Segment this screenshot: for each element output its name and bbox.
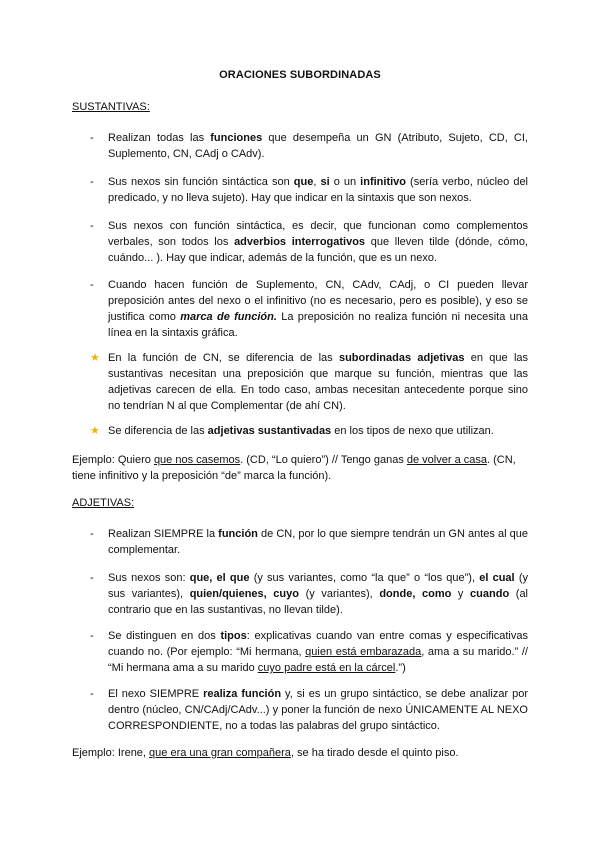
dash-bullet: - <box>90 132 94 144</box>
list-item: - Se distinguen en dos tipos: explicativas cuando van entre comas y especificativas cuando no. (Por ejemplo: “Mi hermana, quien está embarazada, ama a su marido.” // “Mi hermana ama a su marido cuyo padre está en la cárcel.”) <box>90 630 528 674</box>
star-icon: ★ <box>90 425 100 437</box>
dash-bullet: - <box>90 220 94 232</box>
page-title: ORACIONES SUBORDINADAS <box>219 69 381 81</box>
section-heading-sustantivas: SUSTANTIVAS: <box>72 101 150 113</box>
example-adjetivas: Ejemplo: Irene, que era una gran compañera, se ha tirado desde el quinto piso. <box>72 747 459 759</box>
list-item: - Sus nexos sin función sintáctica son que, si o un infinitivo (sería verbo, núcleo del predicado, y no lleva sujeto). Hay que indicar en la sintaxis que son nexos. <box>90 176 529 204</box>
dash-bullet: - <box>90 688 94 700</box>
list-item: - Cuando hacen función de Suplemento, CN, CAdv, CAdj, o CI pueden llevar preposición antes del nexo o el infinitivo (no es necesario, pero es posible), y eso se justifica como marca de función. La preposición no realiza función ni necesita una línea en la sintaxis gráfica. <box>90 279 528 339</box>
dash-bullet: - <box>90 572 94 584</box>
dash-bullet: - <box>90 630 94 642</box>
dash-bullet: - <box>90 279 94 291</box>
section-heading-adjetivas: ADJETIVAS: <box>72 497 135 509</box>
list-item: - Realizan todas las funciones que desempeña un GN (Atributo, Sujeto, CD, CI, Suplemento, CN, CAdj o CAdv). <box>90 132 528 160</box>
list-item: ★ Se diferencia de las adjetivas sustantivadas en los tipos de nexo que utilizan. <box>90 425 494 437</box>
list-item: - El nexo SIEMPRE realiza función y, si es un grupo sintáctico, se debe analizar por dentro (núcleo, CN/CAdj/CAdv...) y poner la función de nexo ÚNICAMENTE AL NEXO CORRESPONDIENTE, no a todas las palabras del grupo sintáctico. <box>90 688 528 732</box>
dash-bullet: - <box>90 176 94 188</box>
list-item: ★ En la función de CN, se diferencia de las subordinadas adjetivas en que las sustantivas necesitan una preposición que marque su función, mientras que las adjetivas carecen de ella. En todo caso, ambas necesitan antecedente porque sino no tendrían N al que Complementar (de ahí CN). <box>90 352 529 412</box>
list-item: - Sus nexos con función sintáctica, es decir, que funcionan como complementos verbales, son todos los adverbios interrogativos que lleven tilde (dónde, cómo, cuándo... ). Hay que indicar, además de la función, que es un nexo. <box>90 220 528 264</box>
dash-bullet: - <box>90 528 94 540</box>
star-icon: ★ <box>90 352 100 364</box>
list-item: - Realizan SIEMPRE la función de CN, por lo que siempre tendrán un GN antes al que complementar. <box>90 528 529 556</box>
example-sustantivas: Ejemplo: Quiero que nos casemos. (CD, “Lo quiero”) // Tengo ganas de volver a casa. (CN, tiene infinitivo y la preposición “de” marca la función). <box>72 454 516 482</box>
list-item: - Sus nexos son: que, el que (y sus variantes, como “la que” o “los que”), el cual (y sus variantes), quien/quienes, cuyo (y variantes), donde, como y cuando (al contrario que en las sustantivas, no llevan tilde). <box>90 572 529 616</box>
